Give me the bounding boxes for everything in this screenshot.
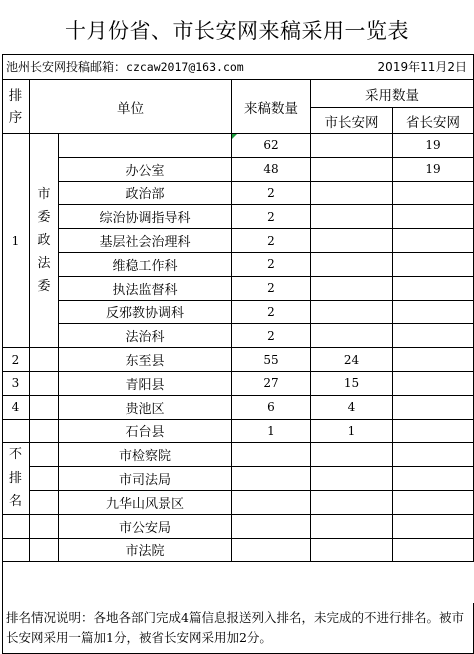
submitted-count: 48 [232, 158, 311, 182]
email-info-cell [2, 54, 332, 80]
unit-name: 办公室 [59, 158, 232, 182]
unit-name: 贵池区 [59, 396, 232, 420]
header-province-site: 省长安网 [393, 108, 474, 134]
header-submitted: 来稿数量 [232, 80, 311, 134]
province-count [393, 348, 474, 372]
city-count: 15 [311, 372, 393, 396]
city-count [311, 515, 393, 539]
city-count: 4 [311, 396, 393, 420]
city-count: 24 [311, 348, 393, 372]
empty-cell [30, 467, 59, 491]
submitted-count [232, 443, 311, 467]
city-count [311, 182, 393, 206]
submitted-count: 62 [232, 134, 311, 158]
unit-name: 青阳县 [59, 372, 232, 396]
rank-number [2, 420, 30, 444]
province-count [393, 467, 474, 491]
unit-name: 维稳工作科 [59, 253, 232, 277]
unit-name: 市公安局 [59, 515, 232, 539]
unit-name: 石台县 [59, 420, 232, 444]
province-count: 19 [393, 134, 474, 158]
header-unit: 单位 [30, 80, 232, 134]
submitted-count [232, 539, 311, 563]
unit-name: 基层社会治理科 [59, 229, 232, 253]
unit-name: 反邪教协调科 [59, 301, 232, 325]
email-address: czcaw2017@163.com [126, 59, 244, 74]
email-label: 池州长安网投稿邮箱： [6, 60, 127, 74]
submitted-count [232, 515, 311, 539]
ranking-note: 排名情况说明：各地各部门完成4篇信息报送列入排名，未完成的不进行排名。被市长安网采用一篇加1分，被省长安网采用加2分。 [2, 603, 474, 654]
submitted-count: 2 [232, 301, 311, 325]
header-adopted: 采用数量 [311, 80, 474, 108]
city-count [311, 443, 393, 467]
unit-name: 市司法局 [59, 467, 232, 491]
submitted-count: 2 [232, 253, 311, 277]
empty-cell [30, 515, 59, 539]
unit-name: 综治协调指导科 [59, 205, 232, 229]
province-count [393, 301, 474, 325]
province-count [393, 372, 474, 396]
submitted-count: 2 [232, 229, 311, 253]
province-count [393, 253, 474, 277]
city-count [311, 253, 393, 277]
submitted-count: 1 [232, 420, 311, 444]
report-date: 2019年11月2日 [332, 54, 474, 80]
province-count [393, 229, 474, 253]
city-count [311, 491, 393, 515]
city-count [311, 324, 393, 348]
submitted-count: 6 [232, 396, 311, 420]
empty-cell [30, 396, 59, 420]
province-count: 19 [393, 158, 474, 182]
province-count [393, 396, 474, 420]
submitted-count: 2 [232, 277, 311, 301]
city-count [311, 539, 393, 563]
vertical-label: 排序 [8, 87, 23, 126]
city-count [311, 467, 393, 491]
city-count [311, 158, 393, 182]
unit-name: 市法院 [59, 539, 232, 563]
province-count [393, 420, 474, 444]
cell-comment-marker [232, 134, 237, 139]
province-count [393, 277, 474, 301]
group-name [30, 134, 59, 348]
vertical-label: 不排名 [9, 446, 23, 510]
submitted-count: 2 [232, 324, 311, 348]
unit-name: 法治科 [59, 324, 232, 348]
empty-cell [30, 443, 59, 467]
empty-cell [30, 491, 59, 515]
submitted-count [232, 467, 311, 491]
province-count [393, 491, 474, 515]
submitted-count: 27 [232, 372, 311, 396]
submitted-count: 55 [232, 348, 311, 372]
header-city-site: 市长安网 [311, 108, 393, 134]
unranked-label [2, 443, 30, 514]
empty-cell [30, 348, 59, 372]
unit-name: 执法监督科 [59, 277, 232, 301]
empty-cell [30, 539, 59, 563]
empty-cell [2, 515, 30, 539]
province-count [393, 443, 474, 467]
rank-number: 3 [2, 372, 30, 396]
submitted-count: 2 [232, 205, 311, 229]
vertical-label: 市委政法委 [37, 187, 51, 295]
unit-name: 九华山风景区 [59, 491, 232, 515]
group-rank: 1 [2, 134, 30, 348]
city-count [311, 229, 393, 253]
unit-name: 政治部 [59, 182, 232, 206]
province-count [393, 205, 474, 229]
province-count [393, 515, 474, 539]
city-count [311, 277, 393, 301]
page-title: 十月份省、市长安网来稿采用一览表 [65, 19, 409, 43]
city-count [311, 134, 393, 158]
city-count [311, 205, 393, 229]
rank-number: 2 [2, 348, 30, 372]
city-count [311, 301, 393, 325]
submitted-count: 2 [232, 182, 311, 206]
province-count [393, 182, 474, 206]
header-rank [2, 80, 30, 134]
province-count [393, 539, 474, 563]
empty-cell [2, 539, 30, 563]
empty-cell [30, 420, 59, 444]
province-count [393, 324, 474, 348]
city-count: 1 [311, 420, 393, 444]
empty-cell [30, 372, 59, 396]
unit-name: 市检察院 [59, 443, 232, 467]
submitted-count [232, 491, 311, 515]
rank-number: 4 [2, 396, 30, 420]
group-total-unit [59, 134, 232, 158]
unit-name: 东至县 [59, 348, 232, 372]
